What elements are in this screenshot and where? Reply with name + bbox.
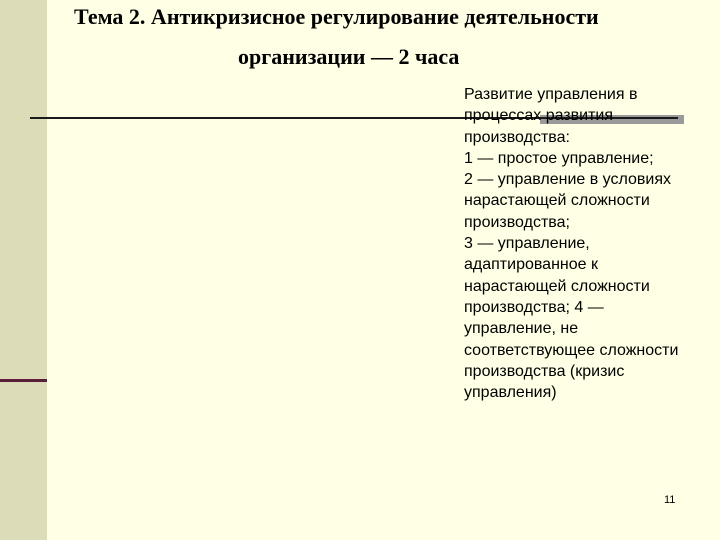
slide-title-line-1: Тема 2. Антикризисное регулирование деятельности [74,4,599,29]
slide-number: 11 [664,494,676,506]
body-text [464,84,684,403]
body-item-1: 1 — простое управление; [464,149,654,167]
body-item-2: 2 — управление в условиях нарастающей сложности производства; [464,171,672,231]
body-item-4: 4 — управление, не соответствующее сложности производства (кризис управления) [464,298,679,402]
body-heading: Развитие управления в процессах развития производства: [464,86,638,146]
body-item-3: 3 — управление, адаптированное к нарастающей сложности производства; [464,235,650,316]
slide-title-line-2: организации — 2 часа [238,44,460,69]
side-panel [0,0,47,540]
side-accent-line [0,379,47,382]
